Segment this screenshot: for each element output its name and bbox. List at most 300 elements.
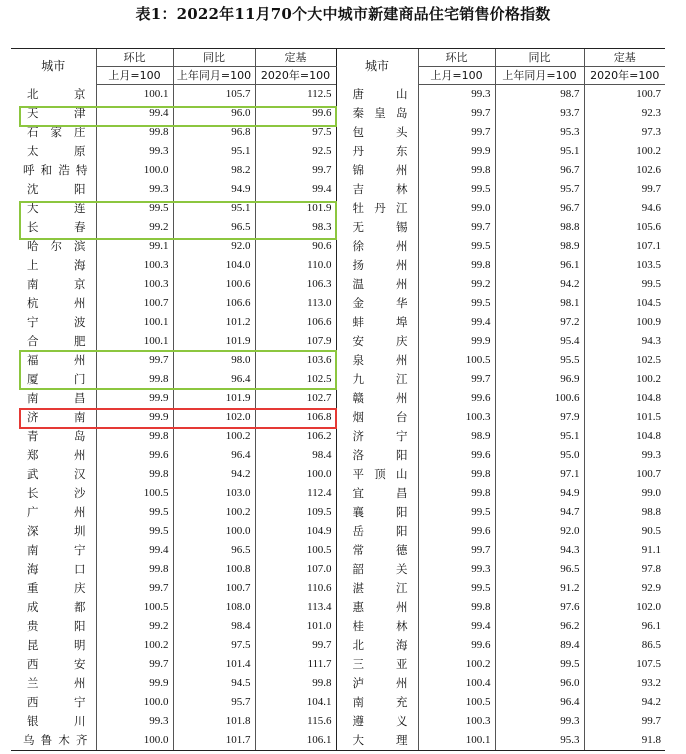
- mom-index-value: 100.0: [96, 731, 173, 750]
- mom-index-value: 99.6: [96, 446, 173, 465]
- city-name: 襄阳: [336, 503, 418, 522]
- city-name: 安庆: [336, 332, 418, 351]
- mom-index-value: 99.1: [96, 237, 173, 256]
- yoy-index-value: 94.2: [495, 275, 584, 294]
- city-name: 广州: [27, 505, 86, 519]
- base-index-value: 104.8: [584, 389, 665, 408]
- yoy-header-right: 同比: [495, 49, 584, 67]
- city-name: 无锡: [336, 218, 418, 237]
- city-name: 金华: [336, 294, 418, 313]
- base-index-value: 102.5: [255, 370, 336, 389]
- mom-index-value: 99.8: [418, 484, 495, 503]
- table-row: [11, 294, 665, 313]
- city-name: 乌鲁木齐: [23, 733, 88, 747]
- base-index-value: 107.9: [255, 332, 336, 351]
- base-index-value: 93.2: [584, 674, 665, 693]
- table-title: 表1：2022年11月70个大中城市新建商品住宅销售价格指数: [135, 5, 551, 23]
- base-index-value: 111.7: [255, 655, 336, 674]
- mom-index-value: 100.3: [96, 256, 173, 275]
- base-index-value: 102.0: [584, 598, 665, 617]
- table-row: [11, 674, 665, 693]
- mom-index-value: 99.3: [96, 180, 173, 199]
- yoy-index-value: 96.4: [495, 693, 584, 712]
- yoy-index-value: 93.7: [495, 104, 584, 123]
- mom-index-value: 99.5: [96, 503, 173, 522]
- mom-index-value: 100.1: [418, 731, 495, 750]
- mom-index-value: 99.4: [96, 541, 173, 560]
- table-row: [11, 389, 665, 408]
- yoy-index-value: 98.2: [173, 161, 255, 180]
- yoy-index-value: 106.6: [173, 294, 255, 313]
- mom-index-value: 99.9: [96, 389, 173, 408]
- yoy-index-value: 101.9: [173, 332, 255, 351]
- yoy-index-value: 94.2: [173, 465, 255, 484]
- mom-index-value: 100.3: [96, 275, 173, 294]
- yoy-index-value: 100.8: [173, 560, 255, 579]
- base-index-value: 105.6: [584, 218, 665, 237]
- table-row: [11, 427, 665, 446]
- mom-index-value: 99.6: [418, 446, 495, 465]
- mom-index-value: 100.0: [96, 161, 173, 180]
- base-index-value: 99.4: [255, 180, 336, 199]
- base-index-value: 102.5: [584, 351, 665, 370]
- city-name: 海口: [27, 562, 86, 576]
- base-index-value: 100.2: [584, 370, 665, 389]
- city-name: 徐州: [336, 237, 418, 256]
- city-name: 南京: [27, 277, 86, 291]
- city-name: 温州: [336, 275, 418, 294]
- city-name: 宁波: [27, 315, 86, 329]
- mom-index-value: 100.5: [418, 693, 495, 712]
- yoy-index-value: 89.4: [495, 636, 584, 655]
- mom-index-value: 100.1: [96, 332, 173, 351]
- mom-index-value: 99.4: [418, 617, 495, 636]
- yoy-index-value: 96.5: [495, 560, 584, 579]
- mom-index-value: 99.3: [418, 85, 495, 105]
- city-name: 湛江: [336, 579, 418, 598]
- table-row: [11, 256, 665, 275]
- base-index-value: 107.5: [584, 655, 665, 674]
- table-row: [11, 598, 665, 617]
- base-index-value: 99.7: [584, 180, 665, 199]
- yoy-index-value: 97.2: [495, 313, 584, 332]
- city-name: 南充: [336, 693, 418, 712]
- yoy-index-value: 96.4: [173, 446, 255, 465]
- city-name: 牡丹江: [336, 199, 418, 218]
- mom-index-value: 99.9: [418, 332, 495, 351]
- base-index-value: 104.9: [255, 522, 336, 541]
- base-index-value: 99.3: [584, 446, 665, 465]
- table-row: [11, 712, 665, 731]
- base-index-value: 101.0: [255, 617, 336, 636]
- base-subheader-left: 2020年=100: [255, 67, 336, 85]
- table-row: [11, 142, 665, 161]
- yoy-index-value: 96.7: [495, 161, 584, 180]
- mom-index-value: 99.4: [418, 313, 495, 332]
- yoy-index-value: 96.0: [173, 104, 255, 123]
- yoy-index-value: 100.2: [173, 427, 255, 446]
- city-name: 蚌埠: [336, 313, 418, 332]
- city-name: 三亚: [336, 655, 418, 674]
- base-header-left: 定基: [255, 49, 336, 67]
- city-name: 锦州: [336, 161, 418, 180]
- yoy-index-value: 102.0: [173, 408, 255, 427]
- mom-index-value: 99.0: [418, 199, 495, 218]
- mom-subheader-right: 上月=100: [418, 67, 495, 85]
- price-index-table: [11, 48, 665, 751]
- yoy-index-value: 94.3: [495, 541, 584, 560]
- yoy-subheader-left: 上年同月=100: [173, 67, 255, 85]
- yoy-index-value: 104.0: [173, 256, 255, 275]
- yoy-index-value: 101.4: [173, 655, 255, 674]
- city-name: 银川: [27, 714, 86, 728]
- yoy-index-value: 105.7: [173, 85, 255, 105]
- yoy-index-value: 92.0: [495, 522, 584, 541]
- city-name: 桂林: [336, 617, 418, 636]
- table-row: [11, 199, 665, 218]
- mom-index-value: 100.5: [96, 598, 173, 617]
- base-index-value: 104.8: [584, 427, 665, 446]
- city-name: 济宁: [336, 427, 418, 446]
- base-index-value: 100.0: [255, 465, 336, 484]
- city-name: 重庆: [27, 581, 86, 595]
- city-name: 福州: [27, 353, 86, 367]
- yoy-subheader-right: 上年同月=100: [495, 67, 584, 85]
- yoy-index-value: 95.5: [495, 351, 584, 370]
- city-name: 合肥: [27, 334, 86, 348]
- base-index-value: 91.8: [584, 731, 665, 750]
- mom-index-value: 100.2: [96, 636, 173, 655]
- city-name: 昆明: [27, 638, 86, 652]
- city-name: 武汉: [27, 467, 86, 481]
- mom-index-value: 99.8: [96, 427, 173, 446]
- table-row: [11, 617, 665, 636]
- base-index-value: 113.0: [255, 294, 336, 313]
- mom-index-value: 99.9: [418, 142, 495, 161]
- mom-index-value: 99.2: [96, 617, 173, 636]
- base-index-value: 98.4: [255, 446, 336, 465]
- yoy-index-value: 100.6: [173, 275, 255, 294]
- table-row: [11, 275, 665, 294]
- yoy-index-value: 95.7: [173, 693, 255, 712]
- base-index-value: 99.7: [584, 712, 665, 731]
- base-index-value: 98.3: [255, 218, 336, 237]
- mom-index-value: 100.1: [96, 85, 173, 105]
- base-index-value: 107.1: [584, 237, 665, 256]
- base-index-value: 98.8: [584, 503, 665, 522]
- city-name: 宜昌: [336, 484, 418, 503]
- city-name: 泉州: [336, 351, 418, 370]
- city-name: 沈阳: [27, 182, 86, 196]
- yoy-index-value: 95.1: [173, 199, 255, 218]
- city-name: 北京: [27, 86, 86, 101]
- table-row: [11, 484, 665, 503]
- base-index-value: 100.2: [584, 142, 665, 161]
- table-row: [11, 446, 665, 465]
- yoy-index-value: 103.0: [173, 484, 255, 503]
- mom-index-value: 99.3: [96, 712, 173, 731]
- table-row: [11, 655, 665, 674]
- yoy-index-value: 96.2: [495, 617, 584, 636]
- mom-index-value: 99.8: [96, 370, 173, 389]
- city-header-left: 城市: [41, 59, 66, 74]
- mom-index-value: 100.5: [418, 351, 495, 370]
- city-name: 惠州: [336, 598, 418, 617]
- mom-index-value: 99.5: [418, 180, 495, 199]
- base-index-value: 106.2: [255, 427, 336, 446]
- table-row: [11, 408, 665, 427]
- yoy-index-value: 100.2: [173, 503, 255, 522]
- base-index-value: 100.7: [584, 465, 665, 484]
- mom-subheader-left: 上月=100: [96, 67, 173, 85]
- yoy-index-value: 96.4: [173, 370, 255, 389]
- yoy-index-value: 101.8: [173, 712, 255, 731]
- city-name: 平顶山: [336, 465, 418, 484]
- table-row: [11, 85, 665, 105]
- mom-index-value: 99.7: [418, 218, 495, 237]
- base-index-value: 101.9: [255, 199, 336, 218]
- city-name: 大理: [336, 731, 418, 750]
- table-row: [11, 351, 665, 370]
- base-index-value: 101.5: [584, 408, 665, 427]
- city-name: 遵义: [336, 712, 418, 731]
- base-index-value: 91.1: [584, 541, 665, 560]
- mom-index-value: 99.8: [418, 598, 495, 617]
- city-name: 石家庄: [27, 125, 86, 139]
- mom-index-value: 99.6: [418, 522, 495, 541]
- mom-index-value: 99.6: [418, 389, 495, 408]
- base-index-value: 113.4: [255, 598, 336, 617]
- base-index-value: 100.5: [255, 541, 336, 560]
- mom-index-value: 99.7: [96, 655, 173, 674]
- base-header-right: 定基: [584, 49, 665, 67]
- mom-index-value: 99.8: [418, 465, 495, 484]
- table-row: [11, 180, 665, 199]
- mom-index-value: 99.5: [418, 579, 495, 598]
- city-name: 厦门: [27, 372, 86, 386]
- mom-index-value: 99.8: [418, 256, 495, 275]
- yoy-index-value: 101.2: [173, 313, 255, 332]
- yoy-index-value: 92.0: [173, 237, 255, 256]
- yoy-index-value: 96.5: [173, 541, 255, 560]
- table-row: [11, 123, 665, 142]
- mom-header-left: 环比: [96, 49, 173, 67]
- table-row: [11, 313, 665, 332]
- base-index-value: 112.4: [255, 484, 336, 503]
- city-header-right: 城市: [336, 49, 418, 85]
- mom-index-value: 99.7: [418, 123, 495, 142]
- yoy-index-value: 98.8: [495, 218, 584, 237]
- base-index-value: 94.3: [584, 332, 665, 351]
- base-index-value: 110.0: [255, 256, 336, 275]
- base-index-value: 104.1: [255, 693, 336, 712]
- city-name: 太原: [27, 144, 86, 158]
- city-name: 泸州: [336, 674, 418, 693]
- yoy-index-value: 100.0: [173, 522, 255, 541]
- base-index-value: 103.6: [255, 351, 336, 370]
- table-row: [11, 465, 665, 484]
- base-index-value: 92.5: [255, 142, 336, 161]
- yoy-index-value: 98.1: [495, 294, 584, 313]
- yoy-index-value: 100.6: [495, 389, 584, 408]
- city-name: 岳阳: [336, 522, 418, 541]
- mom-index-value: 99.7: [418, 370, 495, 389]
- base-index-value: 103.5: [584, 256, 665, 275]
- city-name: 西安: [27, 657, 86, 671]
- mom-index-value: 100.1: [96, 313, 173, 332]
- table-row: [11, 579, 665, 598]
- city-name: 北海: [336, 636, 418, 655]
- base-index-value: 112.5: [255, 85, 336, 105]
- mom-index-value: 100.7: [96, 294, 173, 313]
- yoy-index-value: 95.3: [495, 123, 584, 142]
- yoy-index-value: 95.7: [495, 180, 584, 199]
- yoy-index-value: 97.6: [495, 598, 584, 617]
- yoy-index-value: 95.1: [173, 142, 255, 161]
- table-row: [11, 636, 665, 655]
- yoy-index-value: 98.4: [173, 617, 255, 636]
- base-index-value: 106.6: [255, 313, 336, 332]
- base-subheader-right: 2020年=100: [584, 67, 665, 85]
- city-name: 南昌: [27, 391, 86, 405]
- city-name: 成都: [27, 600, 86, 614]
- city-name: 郑州: [27, 448, 86, 462]
- mom-index-value: 99.2: [418, 275, 495, 294]
- yoy-index-value: 97.1: [495, 465, 584, 484]
- mom-index-value: 99.9: [96, 408, 173, 427]
- base-index-value: 106.3: [255, 275, 336, 294]
- table-row: [11, 218, 665, 237]
- mom-index-value: 100.0: [96, 693, 173, 712]
- table-row: [11, 104, 665, 123]
- yoy-index-value: 94.7: [495, 503, 584, 522]
- base-index-value: 86.5: [584, 636, 665, 655]
- city-name: 烟台: [336, 408, 418, 427]
- base-index-value: 94.2: [584, 693, 665, 712]
- table-row: [11, 370, 665, 389]
- city-name: 杭州: [27, 296, 86, 310]
- mom-index-value: 99.7: [418, 541, 495, 560]
- yoy-index-value: 95.1: [495, 427, 584, 446]
- table-row: [11, 237, 665, 256]
- yoy-index-value: 99.5: [495, 655, 584, 674]
- city-name: 南宁: [27, 543, 86, 557]
- yoy-index-value: 95.3: [495, 731, 584, 750]
- base-index-value: 92.3: [584, 104, 665, 123]
- city-name: 赣州: [336, 389, 418, 408]
- yoy-index-value: 99.3: [495, 712, 584, 731]
- yoy-index-value: 95.4: [495, 332, 584, 351]
- yoy-index-value: 94.9: [173, 180, 255, 199]
- table-row: [11, 161, 665, 180]
- yoy-index-value: 98.9: [495, 237, 584, 256]
- city-name: 贵阳: [27, 619, 86, 633]
- base-index-value: 115.6: [255, 712, 336, 731]
- city-name: 济南: [27, 410, 86, 424]
- yoy-index-value: 97.9: [495, 408, 584, 427]
- yoy-index-value: 96.8: [173, 123, 255, 142]
- yoy-index-value: 101.9: [173, 389, 255, 408]
- table-row: [11, 503, 665, 522]
- mom-index-value: 99.5: [418, 294, 495, 313]
- base-index-value: 100.9: [584, 313, 665, 332]
- table-row: [11, 731, 665, 750]
- table-row: [11, 560, 665, 579]
- base-index-value: 100.7: [584, 85, 665, 105]
- city-name: 丹东: [336, 142, 418, 161]
- city-name: 扬州: [336, 256, 418, 275]
- table-row: [11, 332, 665, 351]
- yoy-index-value: 96.1: [495, 256, 584, 275]
- mom-index-value: 99.5: [96, 199, 173, 218]
- base-index-value: 90.6: [255, 237, 336, 256]
- base-index-value: 99.7: [255, 161, 336, 180]
- city-name: 深圳: [27, 524, 86, 538]
- mom-index-value: 99.8: [96, 123, 173, 142]
- city-name: 青岛: [27, 429, 86, 443]
- base-index-value: 102.6: [584, 161, 665, 180]
- yoy-index-value: 95.1: [495, 142, 584, 161]
- base-index-value: 104.5: [584, 294, 665, 313]
- yoy-index-value: 100.7: [173, 579, 255, 598]
- table-row: [11, 693, 665, 712]
- yoy-index-value: 94.9: [495, 484, 584, 503]
- mom-index-value: 99.2: [96, 218, 173, 237]
- yoy-index-value: 96.5: [173, 218, 255, 237]
- mom-index-value: 99.5: [96, 522, 173, 541]
- base-index-value: 106.1: [255, 731, 336, 750]
- mom-index-value: 100.4: [418, 674, 495, 693]
- mom-header-right: 环比: [418, 49, 495, 67]
- city-name: 大连: [27, 201, 86, 215]
- city-name: 洛阳: [336, 446, 418, 465]
- mom-index-value: 99.8: [96, 560, 173, 579]
- yoy-index-value: 95.0: [495, 446, 584, 465]
- base-index-value: 90.5: [584, 522, 665, 541]
- city-name: 吉林: [336, 180, 418, 199]
- mom-index-value: 100.2: [418, 655, 495, 674]
- city-name: 呼和浩特: [23, 163, 88, 177]
- yoy-index-value: 96.0: [495, 674, 584, 693]
- city-name: 常德: [336, 541, 418, 560]
- mom-index-value: 99.9: [96, 674, 173, 693]
- city-name: 哈尔滨: [27, 239, 86, 253]
- yoy-index-value: 98.0: [173, 351, 255, 370]
- base-index-value: 99.6: [255, 104, 336, 123]
- city-name: 长春: [27, 220, 86, 234]
- base-index-value: 107.0: [255, 560, 336, 579]
- mom-index-value: 99.7: [418, 104, 495, 123]
- city-name: 西宁: [27, 695, 86, 709]
- base-index-value: 99.5: [584, 275, 665, 294]
- mom-index-value: 99.6: [418, 636, 495, 655]
- table-row: [11, 522, 665, 541]
- yoy-header-left: 同比: [173, 49, 255, 67]
- yoy-index-value: 101.7: [173, 731, 255, 750]
- table-row: [11, 541, 665, 560]
- city-name: 唐山: [336, 85, 418, 105]
- base-index-value: 97.5: [255, 123, 336, 142]
- mom-index-value: 99.5: [418, 237, 495, 256]
- base-index-value: 109.5: [255, 503, 336, 522]
- city-name: 九江: [336, 370, 418, 389]
- city-name: 韶关: [336, 560, 418, 579]
- base-index-value: 97.8: [584, 560, 665, 579]
- mom-index-value: 99.3: [418, 560, 495, 579]
- mom-index-value: 99.4: [96, 104, 173, 123]
- mom-index-value: 98.9: [418, 427, 495, 446]
- base-index-value: 92.9: [584, 579, 665, 598]
